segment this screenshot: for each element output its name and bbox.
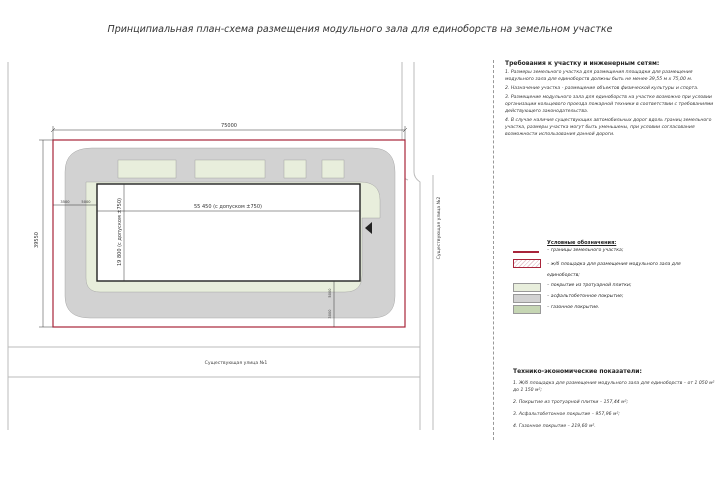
- lawn-top-1: [118, 160, 176, 178]
- legend-row-boundary: [513, 246, 713, 257]
- lawn-top-4: [322, 160, 344, 178]
- legend-swatch-paving: [513, 283, 541, 292]
- modular-hall: [97, 184, 360, 281]
- requirements-panel: [505, 60, 717, 138]
- lawn-top-3: [284, 160, 306, 178]
- street-right-label: Существующая улица №2: [437, 196, 442, 260]
- requirement-item-2: 2. Назначение участка - размещение объектов физической культуры и спорта.: [505, 86, 699, 91]
- legend-heading: Условные обозначения:: [547, 240, 617, 246]
- legend-row-slab: [513, 257, 713, 281]
- legend-label-asphalt: – асфальтобетонное покрытие;: [547, 294, 624, 299]
- tep-item-4: 4. Газонное покрытие – 219,60 м².: [513, 424, 596, 429]
- legend-label-boundary: – границы земельного участка;: [547, 248, 624, 253]
- dim-offset-bottom-1: 5000: [328, 288, 332, 298]
- tep-heading: Технико-экономические показатели:: [513, 368, 642, 375]
- dim-hall-width-label: 19 800 (с допуском ±750): [117, 198, 123, 266]
- requirement-item-3: 3. Размещение модульного зала для единоборств на участке возможно при условии организации кольцевого проезда пожарной техники в соответствии с требованиями действующего законодательства.: [505, 95, 714, 114]
- legend-label-paving: – покрытие из тротуарной плитки;: [547, 283, 632, 288]
- legend-row-paving: [513, 281, 713, 292]
- legend-swatch-asphalt: [513, 294, 541, 303]
- dim-offset-left-1: 3500: [60, 200, 70, 204]
- dim-left-label: 39550: [34, 232, 40, 248]
- tep-item-3: 3. Асфальтобетонное покрытие – 957,96 м²;: [513, 412, 620, 417]
- street-right: [402, 62, 433, 430]
- legend-label-slab: – ж/б площадка для размещения модульного зала для единоборств;: [547, 262, 681, 278]
- legend-row-asphalt: [513, 292, 713, 303]
- legend-row-lawn: [513, 303, 713, 314]
- tep-panel: [513, 368, 718, 430]
- dim-offset-left-2: 5000: [81, 200, 91, 204]
- dim-left: [39, 140, 53, 327]
- lawn-top-2: [195, 160, 265, 178]
- requirements-heading: Требования к участку и инженерным сетям:: [505, 60, 660, 67]
- page-title: Принципиальная план-схема размещения модульного зала для единоборств на земельном участке: [107, 24, 613, 35]
- legend: [513, 240, 713, 314]
- panel-divider: [493, 60, 494, 440]
- legend-swatch-slab: [513, 259, 541, 268]
- tep-item-1: 1. Ж/б площадка для размещения модульного зала для единоборств – от 1 050 м² до 1 150 м²;: [513, 381, 715, 393]
- requirement-item-1: 1. Размеры земельного участка для размещения площадки для размещения модульного зала для единоборств должны быть не менее 39,55 м х 75,00 м.: [505, 70, 693, 82]
- requirement-item-4: 4. В случае наличия существующих автомобильных дорог вдоль границ земельного участка, размеры участка могут быть уменьшены, при условии согласования возможности использования данной дороги.: [505, 118, 712, 137]
- tep-item-2: 2. Покрытие из тротуарной плитки – 157,44 м²;: [513, 400, 629, 405]
- dim-offset-bottom-2: 3000: [328, 309, 332, 319]
- legend-label-lawn: – газонное покрытие.: [547, 305, 600, 310]
- legend-swatch-lawn: [513, 305, 541, 314]
- street-bottom-label: Существующая улица №1: [204, 361, 268, 366]
- dim-top-label: 75000: [221, 123, 237, 129]
- dim-hall-length-label: 55 450 (с допуском ±750): [194, 204, 262, 210]
- legend-swatch-boundary: [513, 251, 539, 253]
